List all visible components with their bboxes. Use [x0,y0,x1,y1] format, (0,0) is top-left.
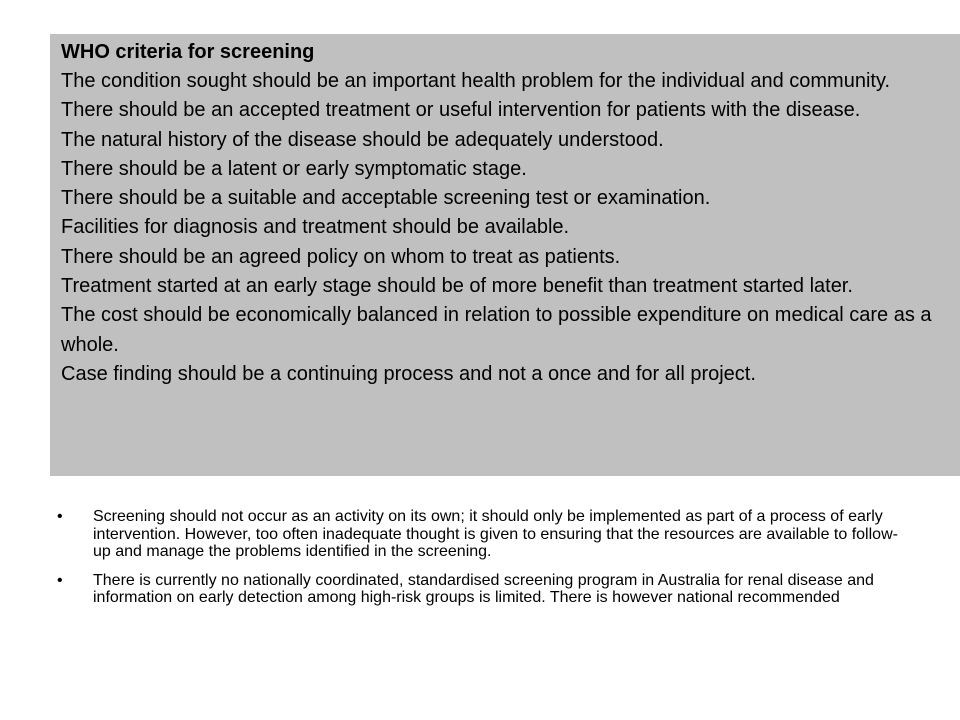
who-criterion: There should be an agreed policy on whom to treat as patients. [61,245,621,268]
bullet-dot-icon: • [57,571,63,589]
who-criterion: There should be an accepted treatment or useful intervention for patients with the disease. [61,99,861,122]
bullet-text: Screening should not occur as an activity on its own; it should only be implemented as part of a process of early intervention. However, too often inadequate thought is given to ensuring that the resources are available to follow-up and manage the problems identified in the screening. [93,508,898,561]
who-criterion: There should be a suitable and acceptable screening test or examination. [61,187,711,210]
who-criteria-title: WHO criteria for screening [61,41,315,63]
who-criterion: The condition sought should be an important health problem for the individual and community. [61,70,891,92]
who-criteria-list [61,67,960,389]
bullet-list [57,508,907,618]
who-criterion: The cost should be economically balanced in relation to possible expenditure on medical care as a whole. [61,304,932,356]
bullet-text: There is currently no nationally coordinated, standardised screening program in Australia for renal disease and information on early detection among high-risk groups is limited. There is however national recommended [93,571,874,607]
who-criterion: Case finding should be a continuing process and not a once and for all project. [61,362,756,385]
who-criterion: There should be a latent or early symptomatic stage. [61,157,527,180]
bullet-dot-icon: • [57,508,63,525]
who-criteria-box [50,34,960,476]
who-criterion: The natural history of the disease should be adequately understood. [61,128,664,151]
who-criterion: Treatment started at an early stage should be of more benefit than treatment started later. [61,275,853,298]
bullet-item [57,572,907,607]
who-criterion: Facilities for diagnosis and treatment should be available. [61,216,570,239]
bullet-item [57,508,907,561]
